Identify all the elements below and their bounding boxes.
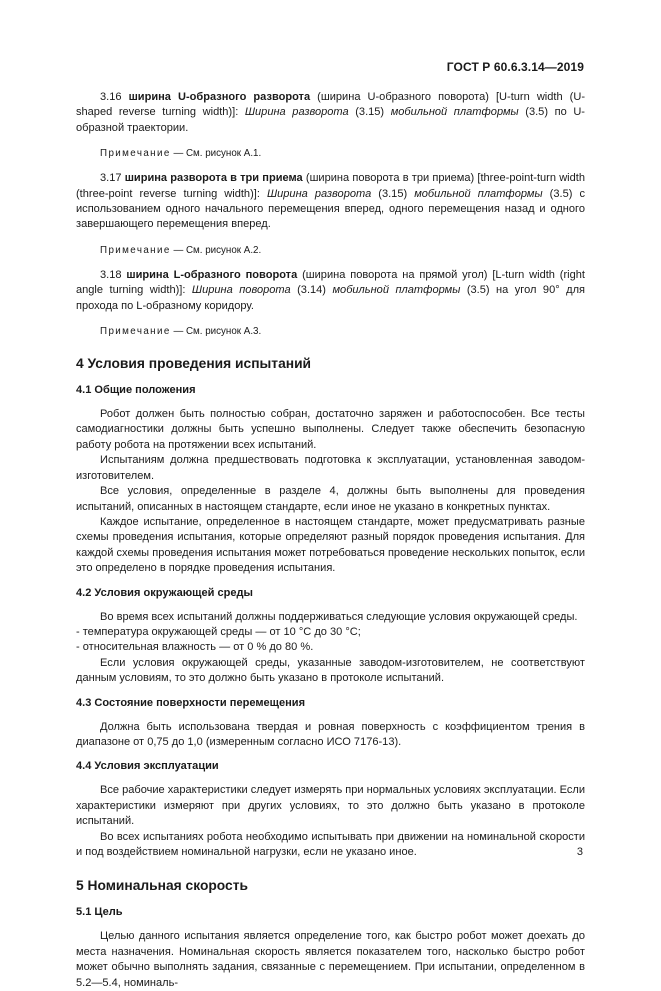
note: Примечание — См. рисунок А.1. xyxy=(100,148,262,160)
paragraph: Робот должен быть полностью собран, достаточно заряжен и работоспособен. Все тесты самодиагностики должны быть успешно выполнены. Следует также обеспечить безопасную работу робота на протяжении всех испытаний. xyxy=(76,408,585,451)
document-body xyxy=(76,90,585,991)
paragraph: Все рабочие характеристики следует измерять при нормальных условиях эксплуатации. Если характеристики измеряют при других условиях, то это должно быть указано в протоколе испытаний. xyxy=(76,784,585,828)
subsection-heading: 4.2 Условия окружающей среды xyxy=(76,586,253,599)
definition-3-18: 3.18 ширина L-образного поворота (ширина поворота на прямой угол) [L-turn width (right angle turning width)]: Ширина поворота (3.14) мобильной платформы (3.5) на угол 90° для прохода по L-образному коридору. xyxy=(76,268,586,312)
section-heading: 4 Условия проведения испытаний xyxy=(76,356,312,372)
subsection-heading: 4.3 Состояние поверхности перемещения xyxy=(76,696,306,709)
subsection-heading: 4.4 Условия эксплуатации xyxy=(76,760,219,773)
term: ширина U-образного разворота xyxy=(128,91,311,103)
section-heading: 5 Номинальная скорость xyxy=(76,878,248,894)
list-item: - относительная влажность — от 0 % до 80 %. xyxy=(76,641,314,654)
paragraph: Во время всех испытаний должны поддерживаться следующие условия окружающей среды. xyxy=(100,610,578,623)
paragraph: Должна быть использована твердая и ровная поверхность с коэффициентом трения в диапазоне от 0,75 до 1,0 (измеренным согласно ИСО 7176-13). xyxy=(76,720,585,748)
note: Примечание — См. рисунок А.2. xyxy=(100,244,262,256)
page-number: 3 xyxy=(576,846,583,858)
subsection-heading: 4.1 Общие положения xyxy=(76,384,196,397)
paragraph: Целью данного испытания является определение того, как быстро робот может доехать до места назначения. Номинальная скорость является показателем того, насколько быстро робот может обычно выполнять задания, связанные с перемещением. При испытании, определенном в 5.2—5.4, номиналь- xyxy=(76,930,585,989)
list-item: - температура окружающей среды — от 10 °С до 30 °С; xyxy=(76,625,361,638)
paragraph: Если условия окружающей среды, указанные заводом-изготовителем, не соответствуют данным условиям, то это должно быть указано в протоколе испытаний. xyxy=(76,656,585,685)
subsection-heading: 5.1 Цель xyxy=(76,906,123,919)
paragraph: Все условия, определенные в разделе 4, должны быть выполнены для проведения испытаний, описанных в настоящем стандарте, если иное не указано в конкретных пунктах. xyxy=(76,485,585,513)
term: ширина разворота в три приема xyxy=(124,172,303,185)
paragraph: Во всех испытаниях робота необходимо испытывать при движении на номинальной скорости и под воздействием номинальной нагрузки, если не указано иное. xyxy=(76,830,585,858)
definition-3-16: 3.16 ширина U-образного разворота (ширина U-образного поворота) [U-turn width (U-shaped reverse turning width)]: Ширина разворота (3.15) мобильной платформы (3.5) по U-образной траектории. xyxy=(76,91,586,134)
document-header: ГОСТ Р 60.6.3.14—2019 xyxy=(446,60,584,74)
term: ширина L-образного поворота xyxy=(126,268,298,281)
definition-3-17: 3.17 ширина разворота в три приема (ширина поворота в три приема) [three-point-turn width (three-point reverse turning width)]: Ширина разворота (3.15) мобильной платформы (3.5) с использованием одного начального перемещения вперед, одного перемещения назад и одного завершающего перемещения вперед. xyxy=(76,172,585,231)
paragraph: Испытаниям должна предшествовать подготовка к эксплуатации, установленная заводом-изготовителем. xyxy=(76,454,585,482)
note: Примечание — См. рисунок А.3. xyxy=(100,326,262,338)
paragraph: Каждое испытание, определенное в настоящем стандарте, может предусматривать разные схемы проведения испытания, которые определяют разный порядок проведения испытания. Для каждой схемы проведения испытания может потребоваться проведение нескольких попыток, если это определено в порядке проведения испытания. xyxy=(76,515,585,575)
